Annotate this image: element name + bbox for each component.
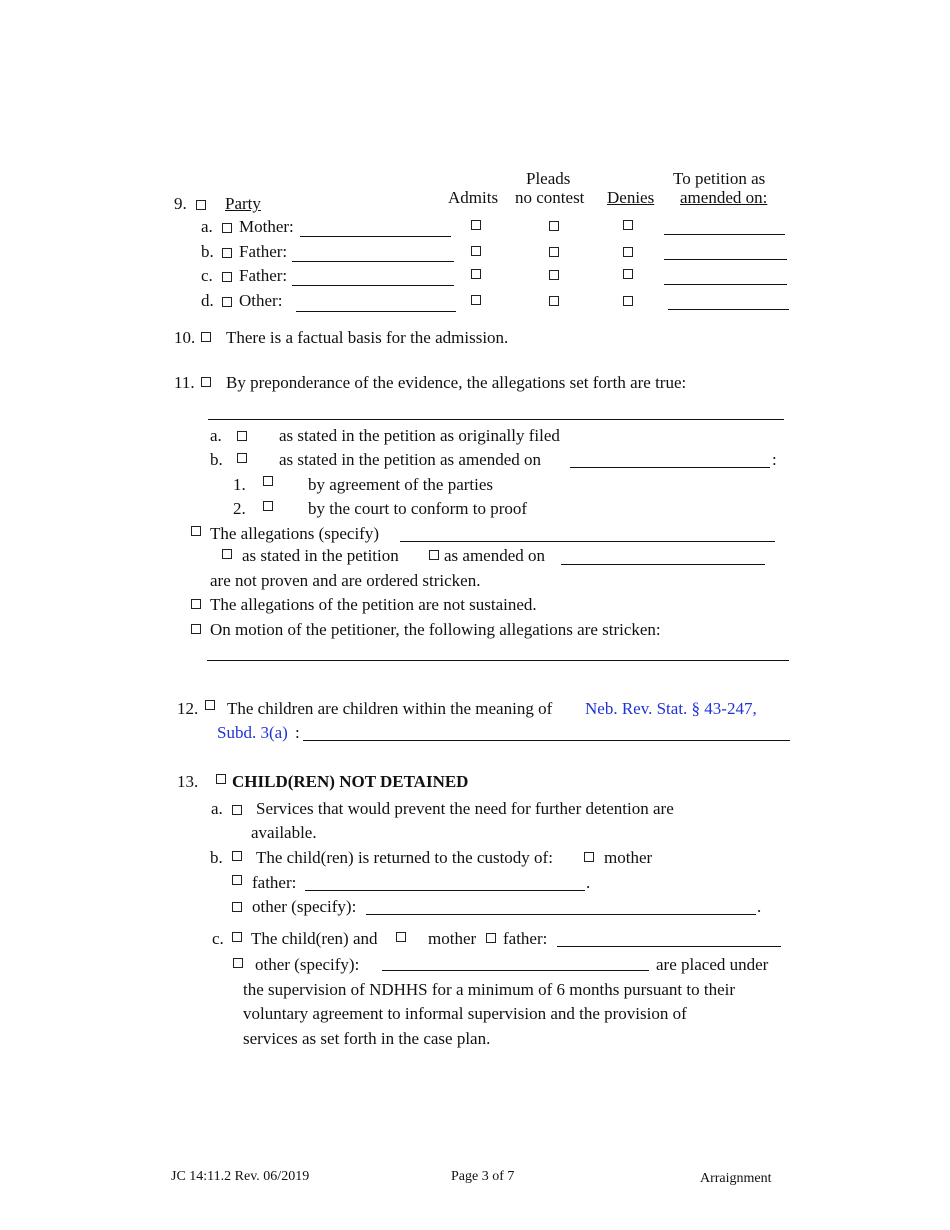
item13-c-father: father: xyxy=(503,929,548,948)
item13-a-text1: Services that would prevent the need for further detention are xyxy=(256,799,674,818)
item13-c-mother-checkbox[interactable] xyxy=(396,932,406,942)
item13-c-father-line[interactable] xyxy=(557,946,781,947)
item11-as-stated-text: as stated in the petition xyxy=(242,546,399,565)
header-pleads-line1: Pleads xyxy=(526,169,571,188)
footer-document-name: Arraignment xyxy=(700,1171,772,1186)
item11-b-date-line[interactable] xyxy=(570,467,770,468)
item11-a-letter: a. xyxy=(210,426,222,445)
item9-row-b-admits[interactable] xyxy=(471,246,481,256)
item12-subd-link[interactable]: Subd. 3(a) xyxy=(217,723,288,742)
header-admits: Admits xyxy=(448,188,499,207)
item11-specify-checkbox[interactable] xyxy=(191,526,201,536)
item11-specify-text: The allegations (specify) xyxy=(210,524,379,543)
item13-b-mother: mother xyxy=(604,848,653,867)
item11-number: 11. xyxy=(174,373,195,392)
item9-row-c-party: Father: xyxy=(239,266,288,285)
item13-c-checkbox[interactable] xyxy=(232,932,242,942)
item11-two-number: 2. xyxy=(233,499,246,518)
item11-on-motion-text: On motion of the petitioner, the following allegations are stricken: xyxy=(210,620,661,639)
header-petition-line1: To petition as xyxy=(673,169,766,188)
item9-row-d-letter: d. xyxy=(201,291,214,310)
item9-row-c-denies[interactable] xyxy=(623,269,633,279)
item13-c-line2: the supervision of NDHHS for a minimum of 6 months pursuant to their xyxy=(243,980,736,999)
item9-row-c-name-line[interactable] xyxy=(292,285,454,286)
item9-row-c-checkbox[interactable] xyxy=(222,272,232,282)
item11-one-number: 1. xyxy=(233,475,246,494)
item13-b-period2: . xyxy=(757,897,762,916)
item13-c-other-checkbox[interactable] xyxy=(233,958,243,968)
item13-b-other: other (specify): xyxy=(252,897,357,916)
item9-row-a-admits[interactable] xyxy=(471,220,481,230)
item11-not-sustained-checkbox[interactable] xyxy=(191,599,201,609)
item11-checkbox[interactable] xyxy=(201,377,211,387)
item9-row-c-no-contest[interactable] xyxy=(549,270,559,280)
item13-b-letter: b. xyxy=(210,848,223,867)
item13-c-other-line[interactable] xyxy=(382,970,649,971)
item9-row-d-name-line[interactable] xyxy=(296,311,456,312)
item11-b-text: as stated in the petition as amended on xyxy=(279,450,542,469)
item9-row-b-no-contest[interactable] xyxy=(549,247,559,257)
item13-b-father-checkbox[interactable] xyxy=(232,875,242,885)
item11-as-stated-checkbox[interactable] xyxy=(222,549,232,559)
item11-two-text: by the court to conform to proof xyxy=(308,499,528,518)
item9-row-c-admits[interactable] xyxy=(471,269,481,279)
item13-number: 13. xyxy=(177,772,199,791)
item11-one-checkbox[interactable] xyxy=(263,476,273,486)
item9-row-d-party: Other: xyxy=(239,291,283,310)
item11-one-text: by agreement of the parties xyxy=(308,475,494,494)
item9-row-d-amended-line[interactable] xyxy=(668,309,789,310)
item13-b-mother-checkbox[interactable] xyxy=(584,852,594,862)
item13-b-text: The child(ren) is returned to the custody of: xyxy=(256,848,553,867)
footer-page-number: Page 3 of 7 xyxy=(451,1169,515,1184)
item13-checkbox[interactable] xyxy=(216,774,226,784)
item11-as-amended-line[interactable] xyxy=(561,564,765,565)
item9-row-a-denies[interactable] xyxy=(623,220,633,230)
item13-b-father: father: xyxy=(252,873,297,892)
item12-text: The children are children within the meaning of xyxy=(227,699,553,718)
item13-b-other-line[interactable] xyxy=(366,914,756,915)
item9-row-b-denies[interactable] xyxy=(623,247,633,257)
item10-text: There is a factual basis for the admission. xyxy=(226,328,509,347)
item9-row-a-name-line[interactable] xyxy=(300,236,451,237)
item13-b-father-line[interactable] xyxy=(305,890,585,891)
item11-as-amended-text: as amended on xyxy=(444,546,546,565)
item11-specify-line[interactable] xyxy=(400,541,775,542)
header-petition-line2: amended on: xyxy=(680,188,768,207)
item9-row-d-admits[interactable] xyxy=(471,295,481,305)
item12-number: 12. xyxy=(177,699,199,718)
footer-form-id: JC 14:11.2 Rev. 06/2019 xyxy=(171,1169,310,1184)
item11-as-amended-checkbox[interactable] xyxy=(429,550,439,560)
item13-a-checkbox[interactable] xyxy=(232,805,242,815)
item13-c-text: The child(ren) and xyxy=(251,929,378,948)
item13-c-line4: services as set forth in the case plan. xyxy=(243,1029,491,1048)
item13-c-other: other (specify): xyxy=(255,955,360,974)
item13-c-letter: c. xyxy=(212,929,224,948)
item9-row-b-name-line[interactable] xyxy=(292,261,454,262)
item9-row-d-denies[interactable] xyxy=(623,296,633,306)
item9-party-label: Party xyxy=(225,194,261,213)
item11-a-text: as stated in the petition as originally filed xyxy=(279,426,560,445)
item11-a-checkbox[interactable] xyxy=(237,431,247,441)
item13-c-father-checkbox[interactable] xyxy=(486,933,496,943)
item13-c-placed: are placed under xyxy=(656,955,769,974)
item9-row-b-checkbox[interactable] xyxy=(222,248,232,258)
item9-row-a-checkbox[interactable] xyxy=(222,223,232,233)
item9-number: 9. xyxy=(174,194,187,213)
item9-row-a-party: Mother: xyxy=(239,217,294,236)
item13-a-text2: available. xyxy=(251,823,317,842)
item9-row-d-no-contest[interactable] xyxy=(549,296,559,306)
item11-on-motion-checkbox[interactable] xyxy=(191,624,201,634)
item13-title: CHILD(REN) NOT DETAINED xyxy=(232,772,469,791)
item11-allegations-line[interactable] xyxy=(208,419,784,420)
item11-two-checkbox[interactable] xyxy=(263,501,273,511)
header-denies: Denies xyxy=(607,188,655,207)
item11-b-checkbox[interactable] xyxy=(237,453,247,463)
item13-c-mother: mother xyxy=(428,929,477,948)
item13-a-letter: a. xyxy=(211,799,223,818)
item9-row-d-checkbox[interactable] xyxy=(222,297,232,307)
item9-row-c-letter: c. xyxy=(201,266,213,285)
item9-row-b-party: Father: xyxy=(239,242,288,261)
item9-row-a-amended-line[interactable] xyxy=(664,234,785,235)
item11-text: By preponderance of the evidence, the allegations set forth are true: xyxy=(226,373,687,392)
header-pleads-line2: no contest xyxy=(515,188,585,207)
item9-row-a-letter: a. xyxy=(201,217,213,236)
item12-colon: : xyxy=(295,723,300,742)
item10-checkbox[interactable] xyxy=(201,332,211,342)
item12-line[interactable] xyxy=(303,740,790,741)
item11-stricken-line[interactable] xyxy=(207,660,789,661)
item9-row-b-letter: b. xyxy=(201,242,214,261)
item9-checkbox[interactable] xyxy=(196,200,206,210)
item9-row-c-amended-line[interactable] xyxy=(664,284,787,285)
item13-b-checkbox[interactable] xyxy=(232,851,242,861)
item13-b-other-checkbox[interactable] xyxy=(232,902,242,912)
item11-b-letter: b. xyxy=(210,450,223,469)
item13-b-period1: . xyxy=(586,873,591,892)
item13-c-line3: voluntary agreement to informal supervision and the provision of xyxy=(243,1004,687,1023)
item12-checkbox[interactable] xyxy=(205,700,215,710)
item9-row-a-no-contest[interactable] xyxy=(549,221,559,231)
item12-statute-link[interactable]: Neb. Rev. Stat. § 43-247, xyxy=(585,699,757,718)
item11-not-proven: are not proven and are ordered stricken. xyxy=(210,571,481,590)
item10-number: 10. xyxy=(174,328,196,347)
item11-not-sustained-text: The allegations of the petition are not sustained. xyxy=(210,595,537,614)
item11-b-colon: : xyxy=(772,450,777,469)
item9-row-b-amended-line[interactable] xyxy=(664,259,787,260)
